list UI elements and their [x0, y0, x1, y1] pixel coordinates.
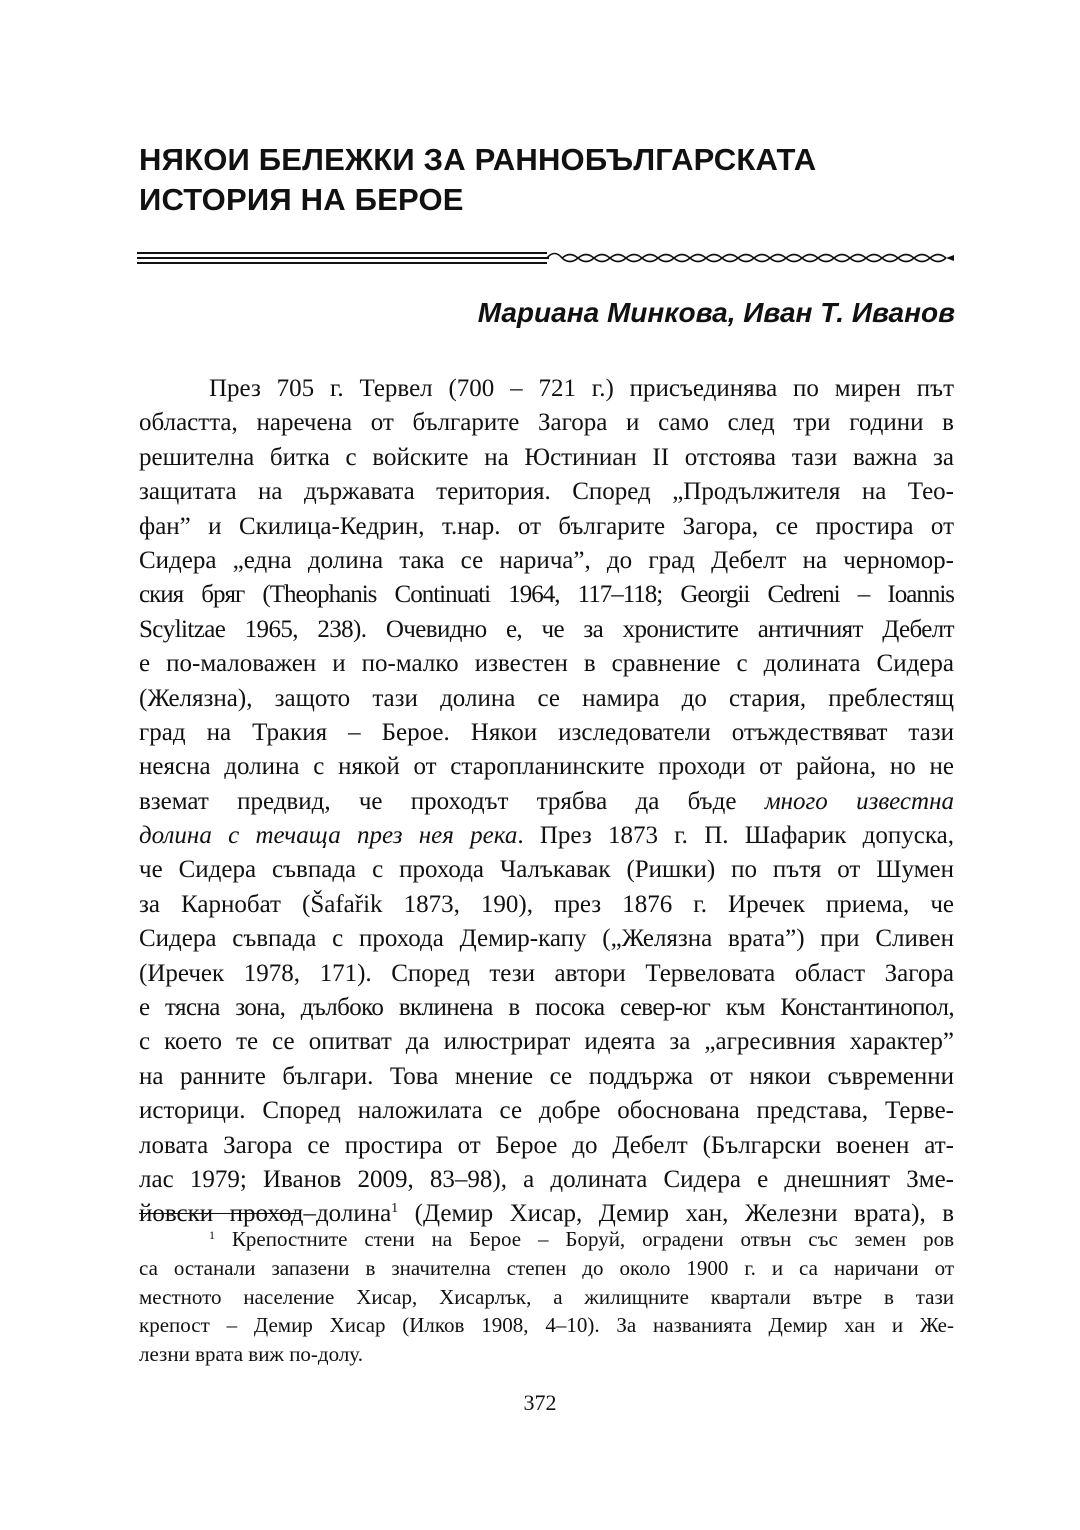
- body-line: е по-маловажен и по-малко известен в сравнение с долината Сидера: [139, 650, 954, 678]
- body-line: Сидера „една долина така се нарича”, до град Дебелт на черномор-: [139, 546, 954, 574]
- body-line: лас 1979; Иванов 2009, 83–98), а долината Сидера е днешният Зме-: [139, 1165, 954, 1193]
- body-line: решителна битка с войските на Юстиниан II отстоява тази важна за: [139, 443, 954, 471]
- footnote-separator: [139, 1213, 300, 1214]
- body-line: Scylitzae 1965, 238). Очевидно е, че за хронистите античният Дебелт: [139, 615, 954, 643]
- body-line: (Желязна), защото тази долина се намира до стария, преблестящ: [139, 684, 954, 712]
- body-line: областта, наречена от българите Загора и само след три години в: [139, 409, 954, 437]
- footnote-marker: 1: [209, 1228, 215, 1242]
- body-line-text: вземат предвид, че проходът трябва да бъде: [139, 787, 737, 815]
- body-line: на ранните българи. Това мнение се поддържа от някои съвременни: [139, 1062, 954, 1090]
- body-line-text: йовски проход–долина: [139, 1200, 392, 1228]
- body-line: неясна долина с някой от старопланинските проходи от района, но не: [139, 753, 954, 781]
- body-line: [139, 785, 954, 819]
- title-divider-ornament: [137, 244, 957, 268]
- article-title-line-1: НЯКОИ БЕЛЕЖКИ ЗА РАННОБЪЛГАРСКАТА: [139, 142, 817, 177]
- footnote-reference[interactable]: 1: [391, 1201, 399, 1217]
- article-title: [139, 140, 959, 220]
- footnote-line-text: Крепостните стени на Берое – Боруй, оградени отвън със земен ров: [215, 1227, 954, 1251]
- body-line: ловата Загора се простира от Берое до Дебелт (Български военен ат-: [139, 1131, 954, 1159]
- footnote: [139, 1225, 954, 1369]
- footnote-line: лезни врата виж по-долу.: [139, 1342, 363, 1367]
- body-line: че Сидера съвпада с прохода Чалъкавак (Ришки) по пътя от Шумен: [139, 856, 954, 884]
- body-line: защитата на държавата територия. Според „Продължителя на Тео-: [139, 478, 954, 506]
- article-title-line-2: ИСТОРИЯ НА БЕРОЕ: [139, 182, 464, 217]
- page-number: 372: [523, 1390, 557, 1415]
- body-line: е тясна зона, дълбоко вклинена в посока север-юг към Константинопол,: [139, 994, 954, 1022]
- footnote-line: [139, 1225, 954, 1254]
- body-line: град на Тракия – Берое. Някои изследователи отъждествяват тази: [139, 718, 954, 746]
- body-line: ския бряг (Theophanis Continuati 1964, 117–118; Georgii Cedreni – Ioannis: [139, 581, 954, 609]
- body-line: историци. Според наложилата се добре обоснована представа, Терве-: [139, 1097, 954, 1125]
- body-line-text: . През 1873 г. П. Шафарик допуска,: [517, 822, 954, 850]
- emphasis-text: много известна: [764, 787, 954, 815]
- body-line: фан” и Скилица-Кедрин, т.нар. от българите Загора, се простира от: [139, 512, 954, 540]
- emphasis-text: долина с течаща през нея река: [139, 822, 518, 850]
- body-line: [139, 819, 954, 853]
- footnote-line: местното население Хисар, Хисарлък, а жилищните квартали вътре в тази: [139, 1284, 954, 1309]
- body-line: за Карнобат (Šafařik 1873, 190), през 1876 г. Иречек приема, че: [139, 890, 954, 918]
- body-line-text: (Демир Хисар, Демир хан, Железни врата), в: [398, 1200, 954, 1228]
- article-authors: Мариана Минкова, Иван Т. Иванов: [477, 297, 955, 328]
- body-line: През 705 г. Тервел (700 – 721 г.) присъединява по мирен път: [209, 375, 954, 402]
- footnote-line: крепост – Демир Хисар (Илков 1908, 4–10). За названията Демир хан и Же-: [139, 1313, 954, 1338]
- body-line: Сидера съвпада с прохода Демир-капу („Желязна врата”) при Сливен: [139, 925, 954, 953]
- footnote-line: са останали запазени в значителна степен до около 1900 г. и са наричани от: [139, 1255, 954, 1280]
- body-line: с което те се опитват да илюстрират идеята за „агресивния характер”: [139, 1028, 954, 1056]
- article-body: [139, 372, 954, 1232]
- body-line: (Иречек 1978, 171). Според тези автори Тервеловата област Загора: [139, 959, 954, 987]
